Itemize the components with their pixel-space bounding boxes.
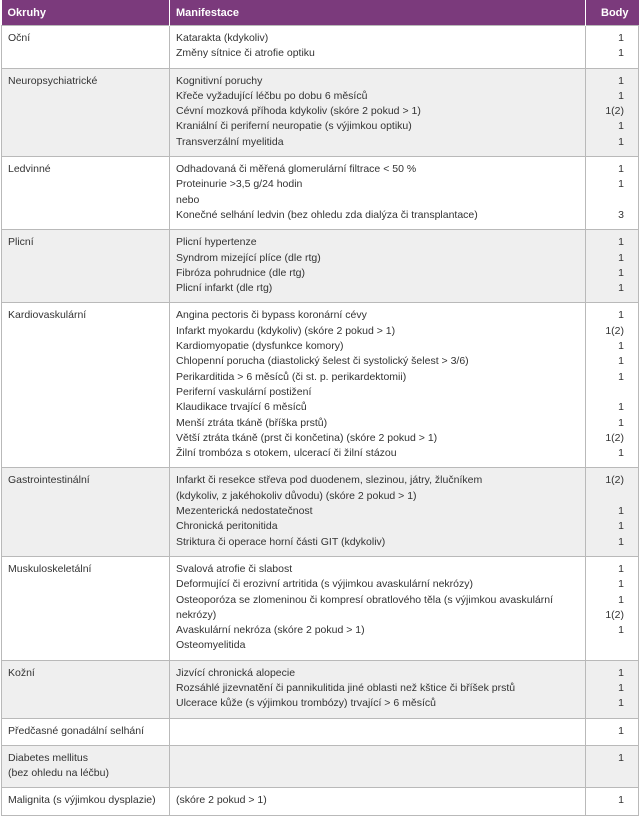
manifestation-item: Perikarditida > 6 měsíců (či st. p. perikardektomii) bbox=[176, 370, 407, 383]
category-cell bbox=[2, 718, 170, 745]
points-cell bbox=[586, 788, 639, 815]
points-value: 1 bbox=[618, 505, 624, 518]
manifestation-cell bbox=[170, 718, 586, 745]
table-row bbox=[2, 157, 639, 230]
manifestation-item: Kognitivní poruchy bbox=[176, 74, 263, 87]
points-cell bbox=[586, 745, 639, 788]
manifestation-item: Cévní mozková příhoda kdykoliv (skóre 2 pokud > 1) bbox=[176, 105, 421, 118]
table-row bbox=[2, 788, 639, 815]
category-label: (bez ohledu na léčbu) bbox=[8, 767, 109, 780]
category-cell bbox=[2, 303, 170, 468]
manifestation-item: Proteinurie >3,5 g/24 hodin bbox=[176, 178, 303, 191]
table-row bbox=[2, 303, 639, 468]
manifestation-item: Osteomyelitida bbox=[176, 639, 246, 652]
category-label: Muskuloskeletální bbox=[8, 562, 92, 575]
manifestation-item: Kraniální či periferní neuropatie (s výjimkou optiku) bbox=[176, 120, 412, 133]
points-value: 1 bbox=[618, 681, 624, 694]
points-value: 1 bbox=[618, 751, 624, 764]
manifestation-cell bbox=[170, 26, 586, 69]
points-cell bbox=[586, 556, 639, 660]
manifestation-item: Chlopenní porucha (diastolický šelest či systolický šelest > 3/6) bbox=[176, 355, 469, 368]
header-okruhy: Okruhy bbox=[2, 0, 170, 26]
points-value: 1 bbox=[618, 236, 624, 249]
manifestation-item: Svalová atrofie či slabost bbox=[176, 562, 293, 575]
table-row bbox=[2, 718, 639, 745]
points-value: 1 bbox=[618, 309, 624, 322]
table-row bbox=[2, 230, 639, 303]
category-label: Plicní bbox=[8, 236, 34, 249]
points-value: 1(2) bbox=[605, 608, 624, 621]
points-cell bbox=[586, 660, 639, 718]
points-value: 1 bbox=[618, 163, 624, 176]
points-cell bbox=[586, 718, 639, 745]
points-value: 1 bbox=[618, 401, 624, 414]
manifestation-item: Syndrom mizející plíce (dle rtg) bbox=[176, 251, 321, 264]
points-value: 1 bbox=[618, 32, 624, 44]
manifestation-item: Chronická peritonitida bbox=[176, 520, 278, 533]
points-value: 1 bbox=[618, 340, 624, 353]
table-row bbox=[2, 468, 639, 556]
category-cell bbox=[2, 157, 170, 230]
manifestation-item: nekrózy) bbox=[176, 608, 217, 621]
manifestation-item: Klaudikace trvající 6 měsíců bbox=[176, 401, 307, 414]
manifestation-item: Plicní hypertenze bbox=[176, 236, 257, 249]
manifestation-item: Striktura či operace horní části GIT (kdykoliv) bbox=[176, 535, 386, 548]
category-label: Neuropsychiatrické bbox=[8, 74, 98, 87]
table-row bbox=[2, 660, 639, 718]
points-value: 1(2) bbox=[605, 431, 624, 444]
table-row bbox=[2, 26, 639, 69]
points-value: 1(2) bbox=[605, 105, 624, 118]
manifestation-item: nebo bbox=[176, 193, 200, 206]
manifestation-item bbox=[176, 724, 579, 739]
manifestation-cell bbox=[170, 468, 586, 556]
manifestation-item: Kardiomyopatie (dysfunkce komory) bbox=[176, 340, 344, 353]
manifestation-item: Deformující či erozivní artritida (s výjimkou avaskulární nekrózy) bbox=[176, 578, 474, 591]
points-value: 1 bbox=[618, 370, 624, 383]
manifestation-item: Větší ztráta tkáně (prst či končetina) (skóre 2 pokud > 1) bbox=[176, 431, 438, 444]
manifestation-item: Odhadovaná či měřená glomerulární filtrace < 50 % bbox=[176, 163, 417, 176]
points-value: 1 bbox=[618, 624, 624, 637]
manifestation-item: Menší ztráta tkáně (bříška prstů) bbox=[176, 416, 328, 429]
damage-index-table bbox=[1, 0, 639, 816]
manifestation-item: Mezenterická nedostatečnost bbox=[176, 505, 313, 518]
points-cell bbox=[586, 468, 639, 556]
manifestation-cell bbox=[170, 745, 586, 788]
category-label: Oční bbox=[8, 32, 31, 44]
points-value: 1 bbox=[618, 578, 624, 591]
table-header-row bbox=[2, 0, 639, 26]
manifestation-item: Ulcerace kůže (s výjimkou trombózy) trvající > 6 měsíců bbox=[176, 697, 436, 710]
table-body bbox=[2, 26, 639, 816]
points-value: 1 bbox=[618, 416, 624, 429]
points-value: 1 bbox=[618, 266, 624, 279]
points-value bbox=[592, 638, 624, 653]
manifestation-item: Rozsáhlé jizevnatění či pannikulitida jiné oblasti než kštice či bříšek prstů bbox=[176, 681, 516, 694]
category-cell bbox=[2, 230, 170, 303]
manifestation-item: Konečné selhání ledvin (bez ohledu zda dialýza či transplantace) bbox=[176, 208, 478, 221]
points-value: 1 bbox=[618, 178, 624, 191]
manifestation-item: Infarkt myokardu (kdykoliv) (skóre 2 pokud > 1) bbox=[176, 324, 396, 337]
points-cell bbox=[586, 303, 639, 468]
category-label: Ledvinné bbox=[8, 163, 51, 176]
manifestation-item: (skóre 2 pokud > 1) bbox=[176, 794, 267, 807]
points-value: 1 bbox=[618, 794, 624, 807]
points-cell bbox=[586, 230, 639, 303]
category-cell bbox=[2, 468, 170, 556]
manifestation-item: Plicní infarkt (dle rtg) bbox=[176, 282, 273, 295]
manifestation-cell bbox=[170, 230, 586, 303]
category-label: Předčasné gonadální selhání bbox=[8, 724, 145, 737]
points-value: 1 bbox=[618, 251, 624, 264]
points-value bbox=[592, 489, 624, 504]
manifestation-item: Infarkt či resekce střeva pod duodenem, slezinou, játry, žlučníkem bbox=[176, 474, 483, 487]
manifestation-item: Žilní trombóza s otokem, ulcerací či žilní stázou bbox=[176, 447, 397, 460]
manifestation-item: Osteoporóza se zlomeninou či kompresí obratlového těla (s výjimkou avaskulární bbox=[176, 593, 554, 606]
points-cell bbox=[586, 157, 639, 230]
manifestation-cell bbox=[170, 68, 586, 156]
manifestation-cell bbox=[170, 660, 586, 718]
manifestation-item: Fibróza pohrudnice (dle rtg) bbox=[176, 266, 305, 279]
points-value: 1 bbox=[618, 535, 624, 548]
manifestation-cell bbox=[170, 303, 586, 468]
points-value: 1(2) bbox=[605, 474, 624, 487]
category-label: Kardiovaskulární bbox=[8, 309, 87, 322]
manifestation-item: Křeče vyžadující léčbu po dobu 6 měsíců bbox=[176, 89, 368, 102]
points-value: 1 bbox=[618, 120, 624, 133]
category-cell bbox=[2, 68, 170, 156]
manifestation-item: Avaskulární nekróza (skóre 2 pokud > 1) bbox=[176, 624, 365, 637]
category-label: Kožní bbox=[8, 666, 35, 679]
points-value: 1 bbox=[618, 593, 624, 606]
manifestation-cell bbox=[170, 157, 586, 230]
points-value: 1 bbox=[618, 135, 624, 148]
manifestation-item: Transverzální myelitida bbox=[176, 135, 284, 148]
category-cell bbox=[2, 660, 170, 718]
header-manifestace: Manifestace bbox=[170, 0, 586, 26]
points-value: 1 bbox=[618, 724, 624, 737]
category-label: Gastrointestinální bbox=[8, 474, 90, 487]
manifestation-item: Periferní vaskulární postižení bbox=[176, 385, 312, 398]
points-value: 1 bbox=[618, 74, 624, 87]
points-value: 1 bbox=[618, 520, 624, 533]
points-value bbox=[592, 385, 624, 400]
category-label: Diabetes mellitus bbox=[8, 751, 88, 764]
header-body: Body bbox=[586, 0, 639, 26]
manifestation-item: (kdykoliv, z jakéhokoliv důvodu) (skóre 2 pokud > 1) bbox=[176, 489, 417, 502]
category-cell bbox=[2, 556, 170, 660]
table-row bbox=[2, 68, 639, 156]
points-cell bbox=[586, 26, 639, 69]
category-cell bbox=[2, 745, 170, 788]
table-row bbox=[2, 745, 639, 788]
manifestation-item bbox=[176, 751, 579, 766]
points-value: 1 bbox=[618, 282, 624, 295]
table-row bbox=[2, 556, 639, 660]
points-value: 1 bbox=[618, 562, 624, 575]
points-value bbox=[592, 193, 624, 208]
points-value: 1 bbox=[618, 447, 624, 460]
manifestation-item: Katarakta (kdykoliv) bbox=[176, 32, 269, 44]
points-value: 1(2) bbox=[605, 324, 624, 337]
points-value: 1 bbox=[618, 355, 624, 368]
points-cell bbox=[586, 68, 639, 156]
manifestation-item: Jizvící chronická alopecie bbox=[176, 666, 296, 679]
points-value: 3 bbox=[618, 208, 624, 221]
category-cell bbox=[2, 26, 170, 69]
manifestation-item: Angina pectoris či bypass koronární cévy bbox=[176, 309, 367, 322]
points-value: 1 bbox=[618, 666, 624, 679]
manifestation-cell bbox=[170, 788, 586, 815]
points-value: 1 bbox=[618, 47, 624, 60]
points-value: 1 bbox=[618, 697, 624, 710]
manifestation-cell bbox=[170, 556, 586, 660]
manifestation-item: Změny sítnice či atrofie optiku bbox=[176, 47, 315, 60]
category-label: Malignita (s výjimkou dysplazie) bbox=[8, 794, 156, 807]
category-cell bbox=[2, 788, 170, 815]
points-value: 1 bbox=[618, 89, 624, 102]
